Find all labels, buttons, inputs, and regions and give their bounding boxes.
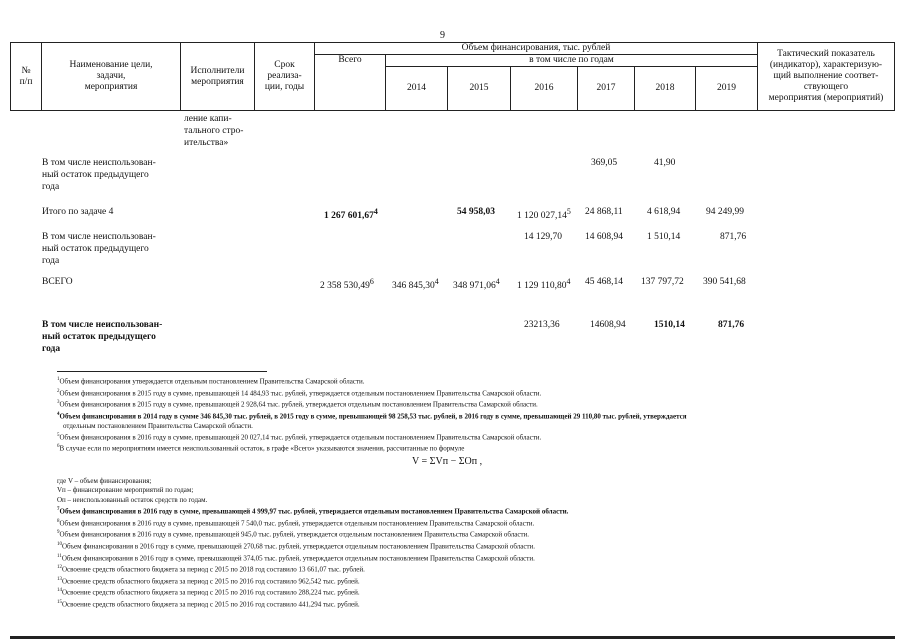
header-total-text: Всего [338,55,362,65]
footnote [57,505,887,517]
header-name [41,42,181,111]
row-label: ВСЕГО [42,277,73,287]
header-executors-text: Исполнители мероприятия [190,65,245,87]
row-value-2016 [517,277,570,293]
footnote-text: Освоение средств областного бюджета за период с 2015 по 2016 год составило 441,294 тыс. рублей. [62,600,360,609]
row-value-2016: 14 129,70 [524,232,562,242]
footnote [57,586,887,598]
header-executors [180,42,255,111]
row-value-2014-text: 346 845,30 [392,281,435,292]
row-label: Итого по задаче 4 [42,207,114,217]
footnote-ref: 6 [369,277,374,286]
header-total [314,54,386,111]
row-value-2014 [392,277,439,293]
footnote-text: В случае если по мероприятиям имеется неиспользованный остаток, в графе «Всего» указываются значения, рассчитанные по формуле [59,444,465,453]
footnote-text: Объем финансирования в 2016 году в сумме, превышающей 945,0 тыс. рублей, утверждается отдельным постановлением Правительства Самарской области. [59,530,530,539]
page-bottom-rule [10,636,895,639]
footnote [57,528,887,540]
row-value-2015 [453,277,500,293]
row-value-total [324,207,378,223]
footnote [57,375,887,387]
header-year-2016 [510,66,578,111]
row-value-2017: 14608,94 [590,320,626,330]
footnote-ref: 5 [566,207,571,216]
formula: V = ΣVп − ΣOп , [412,456,483,467]
footnote-ref: 4 [373,207,378,216]
footnote-number: 2 [57,388,60,394]
footnote [57,540,887,552]
row-value-2019: 94 249,99 [706,207,744,217]
footnote-number: 4 [57,411,60,417]
row-value-2016 [517,207,571,223]
footnote-text: Объем финансирования в 2016 году в сумме, превышающей 7 540,0 тыс. рублей, утверждается отдельным постановлением Правительства Самарской области. [59,518,535,527]
row-value-2017: 14 608,94 [585,232,623,242]
footnote [57,398,887,410]
header-year-2014 [385,66,448,111]
footnote-number: 11 [57,553,62,559]
footnote-number: 15 [57,600,62,605]
footnote [57,563,887,575]
footnote-text: отдельным постановлением Правительства Самарской области. [63,421,253,430]
header-by-years-text: в том числе по годам [529,55,614,66]
footnote-text: Объем финансирования в 2014 году в сумме 346 845,30 тыс. рублей, в 2015 году в сумме, превышающей 98 258,53 тыс. рублей, в 2016 году в сумме, превышающей 29 110,80 тыс. рублей, утверждается [59,412,687,421]
row-value-total-text: 1 267 601,67 [324,211,374,222]
footnote-text: Объем финансирования в 2016 году в сумме, превышающей 20 027,14 тыс. рублей, утверждается отдельным постановлением Правительства Самарской области. [59,433,542,442]
definition: где V – объем финансирования; [57,477,152,485]
footnote [57,387,887,399]
row-value-2018: 4 618,94 [647,207,681,217]
footnote [57,517,887,529]
header-term-text: Срок реализа- ции, годы [264,60,305,92]
footnote [57,575,887,587]
footnote-text: Освоение средств областного бюджета за период с 2015 по 2016 год составило 288,224 тыс. рублей. [62,588,360,597]
row-label: В том числе неиспользован- ный остаток предыдущего года [42,158,156,192]
row-value-2017: 45 468,14 [585,277,623,287]
page-number: 9 [440,30,445,41]
header-year-2019 [695,66,758,111]
row-value-2018: 1 510,14 [647,232,681,242]
footnote-number: 8 [57,518,60,524]
footnote-text: Объем финансирования в 2016 году в сумме, превышающей 4 999,97 тыс. рублей, утверждается отдельным постановлением Правительства Самарской области. [59,507,569,516]
footnote-ref: 4 [434,277,439,286]
row-value-2017: 369,05 [591,158,618,168]
footnote-text: Объем финансирования в 2015 году в сумме, превышающей 2 928,64 тыс. рублей, утверждается отдельным постановлением Правительства Самарской области. [59,400,538,409]
header-year-label: 2018 [655,83,675,94]
row-value-2016-text: 1 129 110,80 [517,281,567,292]
header-year-label: 2014 [407,83,426,94]
definition: Vп – финансирование мероприятий по годам; [57,486,194,495]
header-no [10,42,42,111]
footnote-text: Освоение средств областного бюджета за период с 2015 по 2018 год составило 13 661,07 тыс. рублей. [62,565,365,574]
row-value-2015-text: 348 971,06 [453,281,496,292]
row-label: В том числе неиспользован- ный остаток предыдущего года [42,320,163,354]
row-value-2019: 871,76 [720,232,747,242]
row-value-2018: 1510,14 [654,320,685,330]
row-value-2018: 41,90 [654,158,676,168]
footnote-separator [57,371,267,372]
footnote-number: 5 [57,432,60,438]
footnote-ref: 4 [566,277,571,286]
header-year-2017 [577,66,635,111]
footnote-number: 13 [57,576,62,582]
footnote-number: 7 [57,507,60,512]
definitions-block [57,477,887,505]
row-value-2016: 23213,36 [524,320,560,330]
footnote [57,422,887,431]
header-year-label: 2017 [596,83,616,94]
header-name-text: Наименование цели, задачи, мероприятия [69,60,153,92]
row-label: В том числе неиспользован- ный остаток предыдущего года [42,232,156,266]
footnotes-block [57,375,887,454]
header-year-label: 2016 [534,83,554,94]
footnote [57,442,887,454]
header-indicator-text: Тактический показатель (индикатор), характеризую- щий выполнение соответ- ствующего мероприятия (мероприятий) [768,49,884,103]
footnote-number: 3 [57,400,60,406]
footnote-number: 14 [57,588,62,594]
row-value-total [320,277,374,293]
row-value-2019: 871,76 [718,320,745,330]
header-year-2018 [634,66,696,111]
footnote [57,598,887,610]
footnote-text: Объем финансирования утверждается отдельным постановлением Правительства Самарской области. [59,377,365,386]
footnote-text: Объем финансирования в 2015 году в сумме, превышающей 14 484,93 тыс. рублей, утверждается отдельным постановлением Правительства Самарской области. [59,388,542,397]
footnote-number: 12 [57,565,62,571]
header-year-label: 2019 [717,83,736,94]
row-value-2015: 54 958,03 [457,207,495,217]
definition: Oп – неиспользованный остаток средств по годам. [57,495,208,504]
footnote-ref: 4 [495,277,500,286]
header-year-label: 2015 [469,83,489,94]
footnote [57,552,887,564]
row-value-2017: 24 868,11 [585,207,623,217]
footnote-number: 1 [57,377,60,382]
footnotes-block-2 [57,505,887,610]
header-indicator [757,42,895,111]
row-value-2019: 390 541,68 [703,277,746,287]
header-term [254,42,315,111]
row-value-total-text: 2 358 530,49 [320,281,370,292]
header-funding-text: Объем финансирования, тыс. рублей [461,43,611,54]
footnote [57,410,887,422]
footnote-text: Объем финансирования в 2016 году в сумме, превышающей 270,68 тыс. рублей, утверждается отдельным постановлением Правительства Самарской области. [62,542,536,551]
header-no-text: № п/п [19,65,33,87]
executor-continuation: ление капи- тального стро- ительства» [184,114,244,148]
header-year-2015 [447,66,511,111]
footnote [57,431,887,443]
footnote-number: 6 [57,444,60,450]
footnote-number: 9 [57,530,60,536]
footnote-text: Освоение средств областного бюджета за период с 2015 по 2016 год составило 962,542 тыс. рублей. [62,577,360,586]
footnote-text: Объем финансирования в 2016 году в сумме, превышающей 374,05 тыс. рублей, утверждается отдельным постановлением Правительства Самарской области. [61,553,535,562]
footnote-number: 10 [57,541,62,547]
row-value-2016-text: 1 120 027,14 [517,211,567,222]
row-value-2018: 137 797,72 [641,277,684,287]
